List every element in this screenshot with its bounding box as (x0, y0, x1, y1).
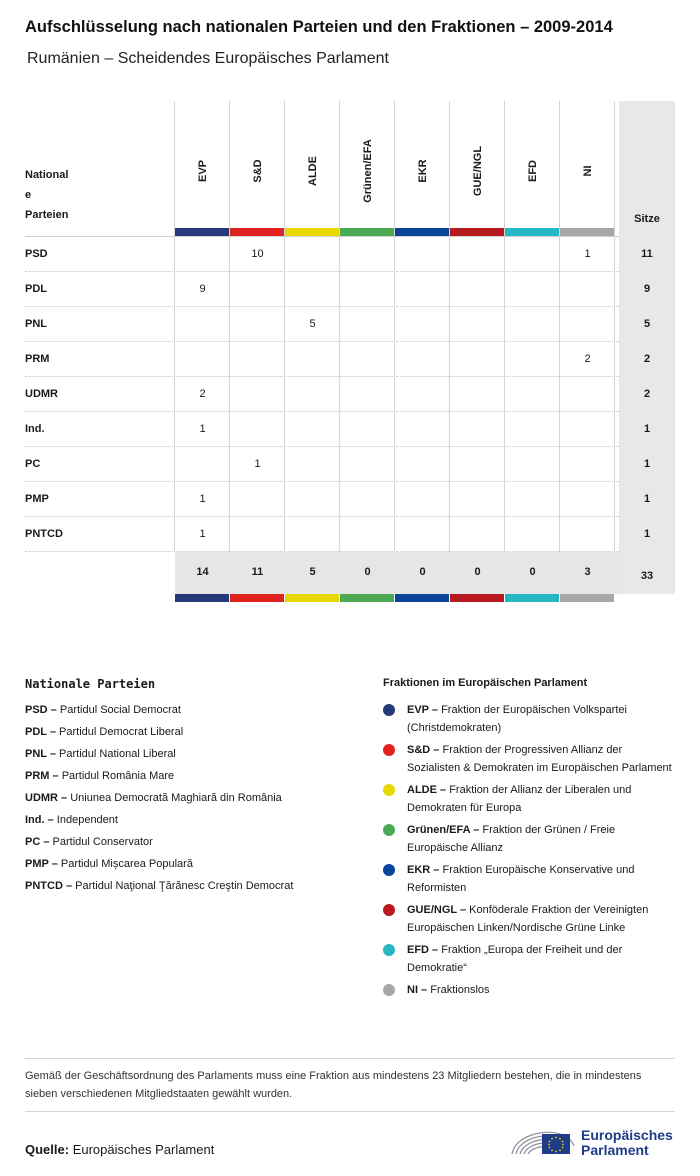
row-total: 1 (643, 458, 651, 470)
party-legend-item (25, 787, 293, 809)
row-total: 11 (641, 248, 653, 260)
group-color-bar (175, 228, 229, 236)
group-color-dot-icon (383, 704, 395, 716)
group-abbr: ALDE – (407, 784, 447, 796)
group-legend-item (383, 741, 678, 777)
group-color-bar (230, 228, 284, 236)
party-full-name: Partidul Naţional Ţărănesc Creştin Democrat (75, 880, 294, 892)
row-total: 1 (643, 528, 651, 540)
column-divider (339, 101, 340, 552)
group-abbr: NI – (407, 984, 428, 996)
table-row (25, 447, 675, 482)
column-divider (174, 101, 175, 552)
group-color-dot-icon (383, 824, 395, 836)
column-divider (614, 101, 615, 552)
party-name: Ind. (25, 423, 45, 435)
column-divider (394, 101, 395, 552)
party-abbr: PNL – (25, 748, 56, 760)
row-total: 2 (643, 353, 651, 365)
group-abbr: GUE/NGL – (407, 904, 467, 916)
party-abbr: PC – (25, 836, 50, 848)
table-header (25, 101, 675, 237)
group-header (505, 101, 560, 229)
column-total: 14 (196, 566, 209, 578)
group-abbr: Grünen/EFA – (407, 824, 480, 836)
party-name: PDL (25, 283, 47, 295)
group-abbr: EKR – (407, 864, 440, 876)
party-name: PNL (25, 318, 47, 330)
seat-cell: 1 (584, 248, 591, 260)
party-legend-item (25, 743, 293, 765)
group-color-bar (505, 228, 559, 236)
seat-cell: 1 (254, 458, 261, 470)
group-color-bar (175, 594, 229, 602)
party-name: PMP (25, 493, 49, 505)
party-name: PNTCD (25, 528, 63, 540)
seat-cell: 2 (584, 353, 591, 365)
group-color-bar (560, 594, 614, 602)
party-abbr: PNTCD – (25, 880, 73, 892)
group-abbr: EFD – (407, 944, 439, 956)
group-color-dot-icon (383, 864, 395, 876)
row-total: 9 (643, 283, 651, 295)
group-header (560, 101, 615, 229)
source-line (25, 1142, 214, 1157)
group-header (450, 101, 505, 229)
source-label: Quelle: (25, 1142, 70, 1157)
table-row (25, 307, 675, 342)
table-row (25, 342, 675, 377)
group-legend-item (383, 861, 678, 897)
party-abbr: UDMR – (25, 792, 68, 804)
group-header-label: S&D (251, 159, 264, 183)
party-full-name: Partidul National Liberal (59, 748, 176, 760)
group-color-bar (285, 228, 339, 236)
group-legend-heading: Fraktionen im Europäischen Parlament (383, 677, 588, 689)
group-color-bar (395, 228, 449, 236)
column-total: 0 (419, 566, 426, 578)
group-header (395, 101, 450, 229)
party-abbr: PMP – (25, 858, 58, 870)
group-header-label: GUE/NGL (471, 145, 484, 197)
party-legend-item (25, 853, 293, 875)
group-full-name: Fraktion der Progressiven Allianz der Sozialisten & Demokraten im Europäischen Parlament (407, 744, 672, 774)
party-full-name: Partidul Social Democrat (59, 704, 181, 716)
column-divider (559, 101, 560, 552)
table-row (25, 272, 675, 307)
group-header (230, 101, 285, 229)
party-abbr: PDL – (25, 726, 56, 738)
seat-cell: 2 (199, 388, 206, 400)
footnote: Gemäß der Geschäftsordnung des Parlaments muss eine Fraktion aus mindestens 23 Mitgliedern bestehen, die in mindestens sieben verschiedenen Mitgliedstaaten gewählt wurden. (25, 1058, 675, 1112)
group-color-bar (230, 594, 284, 602)
party-abbr: PSD – (25, 704, 57, 716)
party-name: PSD (25, 248, 48, 260)
column-total: 0 (529, 566, 536, 578)
group-header (285, 101, 340, 229)
group-header (340, 101, 395, 229)
seat-cell: 1 (199, 423, 206, 435)
row-header-label: National e Parteien (25, 169, 69, 221)
group-full-name: Fraktion der Grünen / Freie Europäische Allianz (407, 824, 616, 854)
row-total: 2 (643, 388, 651, 400)
seat-cell: 1 (199, 528, 206, 540)
column-total: 5 (309, 566, 316, 578)
group-color-bar (285, 594, 339, 602)
party-full-name: Independent (56, 814, 118, 826)
group-abbr: EVP – (407, 704, 438, 716)
seat-cell: 10 (251, 248, 264, 260)
group-color-bar (505, 594, 559, 602)
group-color-bar (560, 228, 614, 236)
party-full-name: Partidul Democrat Liberal (59, 726, 184, 738)
group-legend-item (383, 701, 678, 737)
row-total: 5 (643, 318, 651, 330)
party-legend-item (25, 765, 293, 787)
group-header-label: EFD (526, 160, 539, 182)
party-name: UDMR (25, 388, 58, 400)
column-total: 0 (474, 566, 481, 578)
party-full-name: Partidul Mișcarea Populară (60, 858, 193, 870)
group-legend-item (383, 941, 678, 977)
group-color-bar (450, 228, 504, 236)
group-full-name: Fraktionslos (430, 984, 490, 996)
party-legend-item (25, 699, 293, 721)
logo-wordmark: Europäisches Parlament (581, 1127, 673, 1158)
table-row (25, 237, 675, 272)
column-total: 11 (251, 566, 264, 578)
group-header-label: Grünen/EFA (361, 139, 374, 203)
seat-cell: 1 (199, 493, 206, 505)
group-color-dot-icon (383, 784, 395, 796)
party-name: PC (25, 458, 41, 470)
group-abbr: S&D – (407, 744, 440, 756)
group-full-name: Fraktion „Europa der Freiheit und der Demokratie“ (407, 944, 623, 974)
party-legend-item (25, 875, 293, 897)
table-row (25, 517, 675, 552)
group-color-bar (340, 594, 394, 602)
column-divider (504, 101, 505, 552)
group-legend-item (383, 981, 678, 999)
group-color-dot-icon (383, 744, 395, 756)
bottom-color-bars (25, 594, 675, 603)
column-total: 3 (584, 566, 591, 578)
page-subtitle: Rumänien – Scheidendes Europäisches Parlament (27, 50, 389, 67)
seat-cell: 5 (309, 318, 316, 330)
group-full-name: Fraktion Europäische Konservative und Reformisten (407, 864, 635, 894)
group-color-bar (395, 594, 449, 602)
party-name: PRM (25, 353, 50, 365)
table-row (25, 482, 675, 517)
row-total: 1 (643, 423, 651, 435)
sitze-header: Sitze (634, 213, 660, 225)
grand-total: 33 (640, 570, 654, 582)
source-value: Europäisches Parlament (72, 1142, 215, 1157)
column-divider (229, 101, 230, 552)
group-header (175, 101, 230, 229)
group-legend-item (383, 901, 678, 937)
group-color-dot-icon (383, 904, 395, 916)
group-color-dot-icon (383, 944, 395, 956)
party-full-name: Uniunea Democrată Maghiară din România (70, 792, 282, 804)
party-legend-heading: Nationale Parteien (25, 677, 156, 691)
group-legend-item (383, 821, 678, 857)
group-color-bar (340, 228, 394, 236)
group-full-name: Konföderale Fraktion der Vereinigten Europäischen Linken/Nordische Grüne Linke (407, 904, 649, 934)
group-header-label: ALDE (306, 156, 319, 186)
party-abbr: PRM – (25, 770, 59, 782)
group-header-label: EVP (196, 159, 209, 183)
page-title: Aufschlüsselung nach nationalen Parteien und den Fraktionen – 2009-2014 (25, 18, 613, 36)
group-full-name: Fraktion der Europäischen Volkspartei (Christdemokraten) (407, 704, 627, 734)
party-legend-item (25, 809, 293, 831)
column-divider (284, 101, 285, 552)
party-legend-item (25, 721, 293, 743)
column-total: 0 (364, 566, 371, 578)
group-legend-item (383, 781, 678, 817)
group-color-bar (450, 594, 504, 602)
group-color-dot-icon (383, 984, 395, 996)
party-legend-item (25, 831, 293, 853)
party-abbr: Ind. – (25, 814, 54, 826)
group-header-label: NI (581, 165, 594, 177)
group-full-name: Fraktion der Allianz der Liberalen und Demokraten für Europa (407, 784, 632, 814)
group-header-label: EKR (416, 159, 429, 183)
table-row (25, 412, 675, 447)
party-full-name: Partidul România Mare (61, 770, 175, 782)
column-divider (449, 101, 450, 552)
party-legend (25, 677, 293, 897)
table-row (25, 377, 675, 412)
seat-cell: 9 (199, 283, 206, 295)
totals-row (25, 552, 675, 594)
row-total: 1 (643, 493, 651, 505)
group-legend (383, 677, 678, 1003)
seats-table (25, 101, 675, 603)
party-full-name: Partidul Conservator (52, 836, 153, 848)
